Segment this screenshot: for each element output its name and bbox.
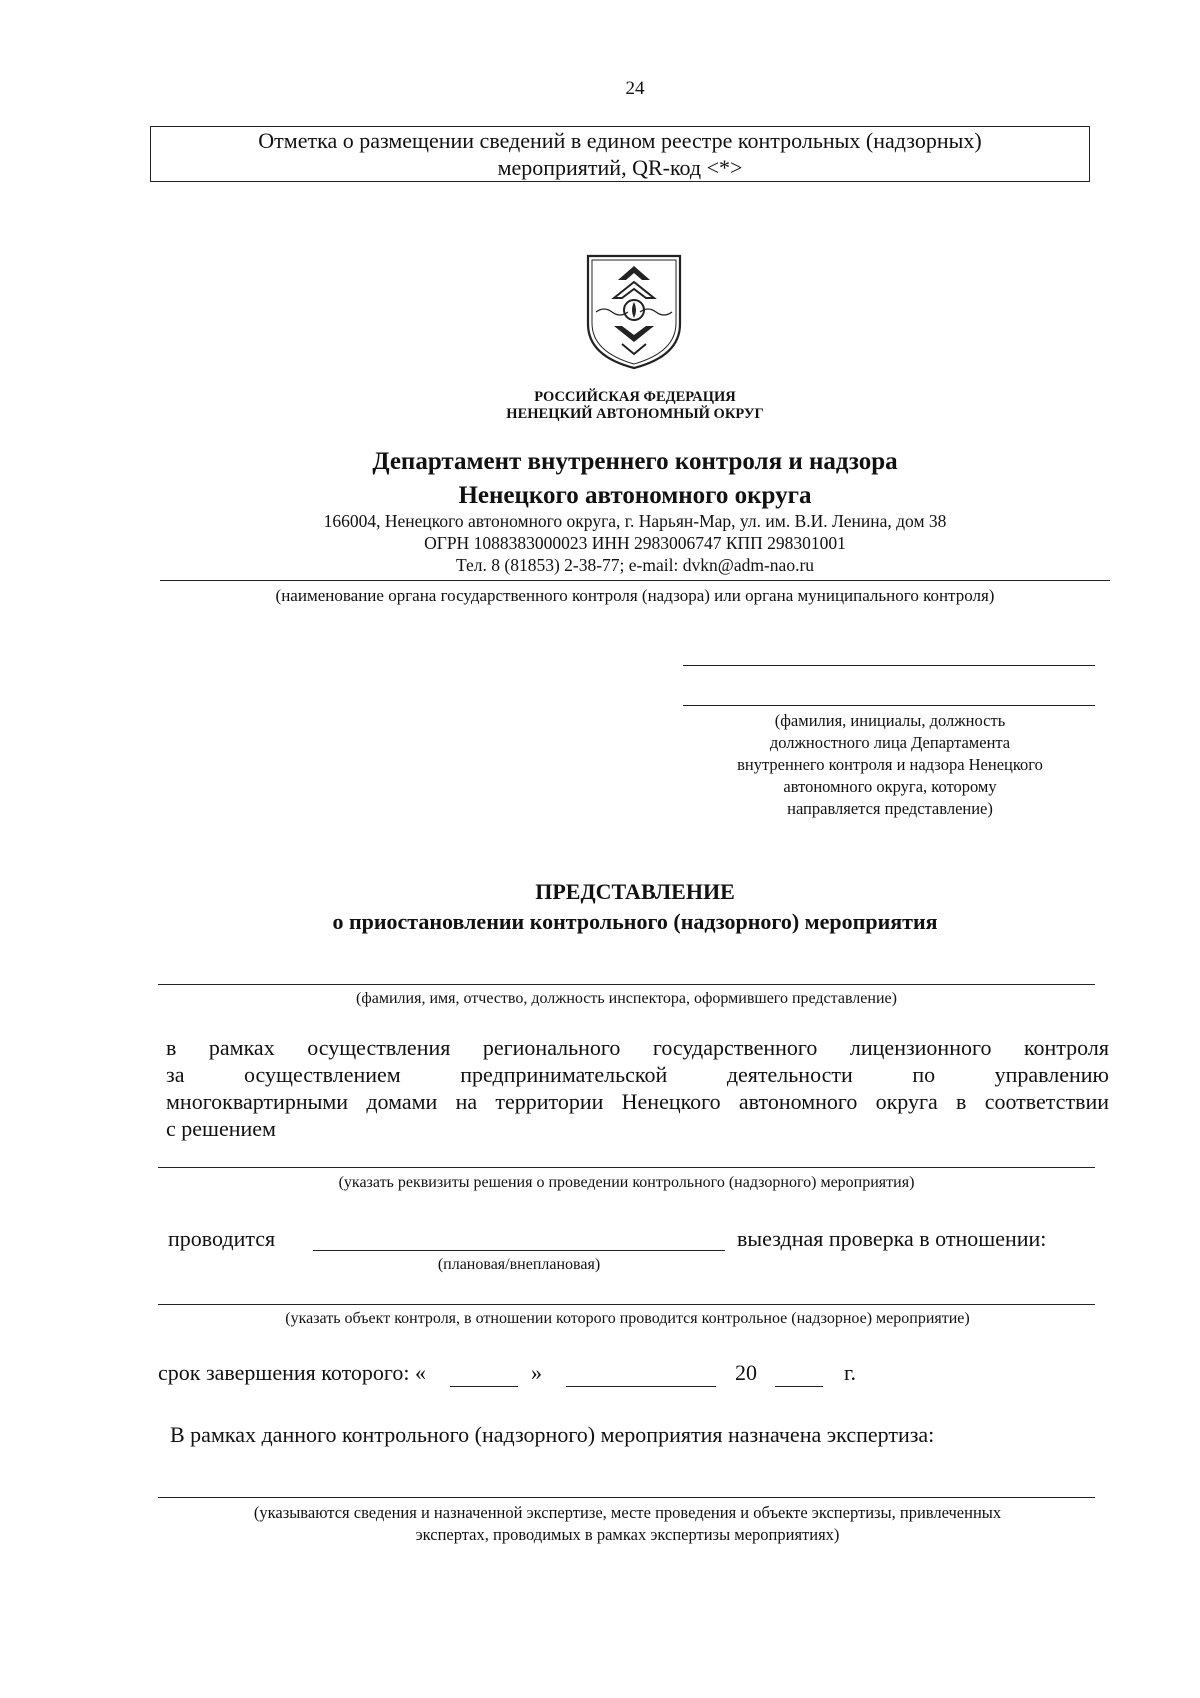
recipient-caption: [680, 710, 1100, 820]
deadline-quote-close: »: [531, 1360, 542, 1385]
organ-caption: (наименование органа государственного контроля (надзора) или органа муниципального контроля): [275, 586, 995, 605]
inspection-type-line[interactable]: [313, 1250, 725, 1251]
department-address: 166004, Ненецкого автономного округа, г. Нарьян-Мар, ул. им. В.И. Ленина, дом 38: [323, 511, 947, 531]
department-line1: Департамент внутреннего контроля и надзора: [372, 448, 898, 475]
qr-notice-line1: Отметка о размещении сведений в едином реестре контрольных (надзорных): [258, 128, 982, 153]
deadline-row: [158, 1359, 856, 1387]
paragraph-line1: в рамках осуществления регионального государственного лицензионного контроля: [166, 1035, 1109, 1060]
country-name: РОССИЙСКАЯ ФЕДЕРАЦИЯ: [534, 389, 736, 405]
department-name: [0, 445, 1200, 513]
department-line2: Ненецкого автономного округа: [458, 482, 812, 509]
department-phone-email: Тел. 8 (81853) 2-38-77; e-mail: dvkn@adm-nao.ru: [455, 555, 815, 575]
deadline-year-field[interactable]: [775, 1359, 823, 1387]
deadline-day-field[interactable]: [450, 1359, 518, 1387]
coat-of-arms-icon: [584, 252, 684, 372]
recipient-caption-line5: направляется представление): [787, 799, 993, 818]
department-contacts: [0, 510, 1200, 576]
qr-notice-line2: мероприятий, QR-код <*>: [497, 155, 743, 180]
inspection-prefix: проводится: [168, 1226, 276, 1251]
department-ids: ОГРН 1088383000023 ИНН 2983006747 КПП 298301001: [424, 533, 846, 553]
decision-caption: (указать реквизиты решения о проведении контрольного (надзорного) мероприятия): [338, 1174, 915, 1191]
page-number: 24: [625, 78, 645, 99]
recipient-caption-line4: автономного округа, которому: [783, 777, 997, 796]
recipient-caption-line3: внутреннего контроля и надзора Ненецкого: [737, 755, 1043, 774]
deadline-year-suffix: г.: [844, 1360, 857, 1385]
recipient-caption-line1: (фамилия, инициалы, должность: [774, 711, 1006, 730]
recipient-caption-line2: должностного лица Департамента: [769, 733, 1011, 752]
document-title: [0, 877, 1200, 937]
header-block: [0, 389, 1200, 423]
inspection-type-caption: (плановая/внеплановая): [437, 1256, 601, 1273]
decision-line[interactable]: [158, 1167, 1095, 1168]
object-caption: (указать объект контроля, в отношении которого проводится контрольное (надзорное) мероприятие): [285, 1310, 970, 1327]
deadline-century: 20: [735, 1360, 757, 1385]
inspection-suffix: выездная проверка в отношении:: [737, 1226, 1047, 1251]
inspector-line[interactable]: [158, 984, 1095, 985]
region-name: НЕНЕЦКИЙ АВТОНОМНЫЙ ОКРУГ: [506, 406, 764, 422]
header-divider: [160, 580, 1110, 581]
basis-paragraph: [166, 1034, 1109, 1142]
expertise-caption-line2: экспертах, проводимых в рамках экспертизы мероприятиях): [415, 1525, 840, 1544]
deadline-label: срок завершения которого: «: [158, 1360, 426, 1385]
inspector-caption: (фамилия, имя, отчество, должность инспектора, оформившего представление): [356, 990, 897, 1007]
paragraph-line4: с решением: [166, 1116, 276, 1141]
recipient-line-2[interactable]: [683, 705, 1095, 706]
object-line[interactable]: [158, 1304, 1095, 1305]
expertise-text: В рамках данного контрольного (надзорного) мероприятия назначена экспертиза:: [170, 1422, 935, 1447]
expertise-caption-line1: (указываются сведения и назначенной экспертизе, месте проведения и объекте экспертизы, привлеченных: [253, 1503, 1002, 1522]
deadline-month-field[interactable]: [566, 1359, 716, 1387]
title-main: ПРЕДСТАВЛЕНИЕ: [535, 879, 735, 904]
recipient-line-1[interactable]: [683, 665, 1095, 666]
expertise-caption: [150, 1502, 1105, 1546]
paragraph-line2: за осуществлением предпринимательской деятельности по управлению: [166, 1062, 1109, 1087]
qr-notice-box: [150, 126, 1090, 182]
paragraph-line3: многоквартирными домами на территории Ненецкого автономного округа в соответствии: [166, 1089, 1109, 1114]
title-sub: о приостановлении контрольного (надзорного) мероприятия: [332, 909, 938, 934]
expertise-line[interactable]: [158, 1497, 1095, 1498]
